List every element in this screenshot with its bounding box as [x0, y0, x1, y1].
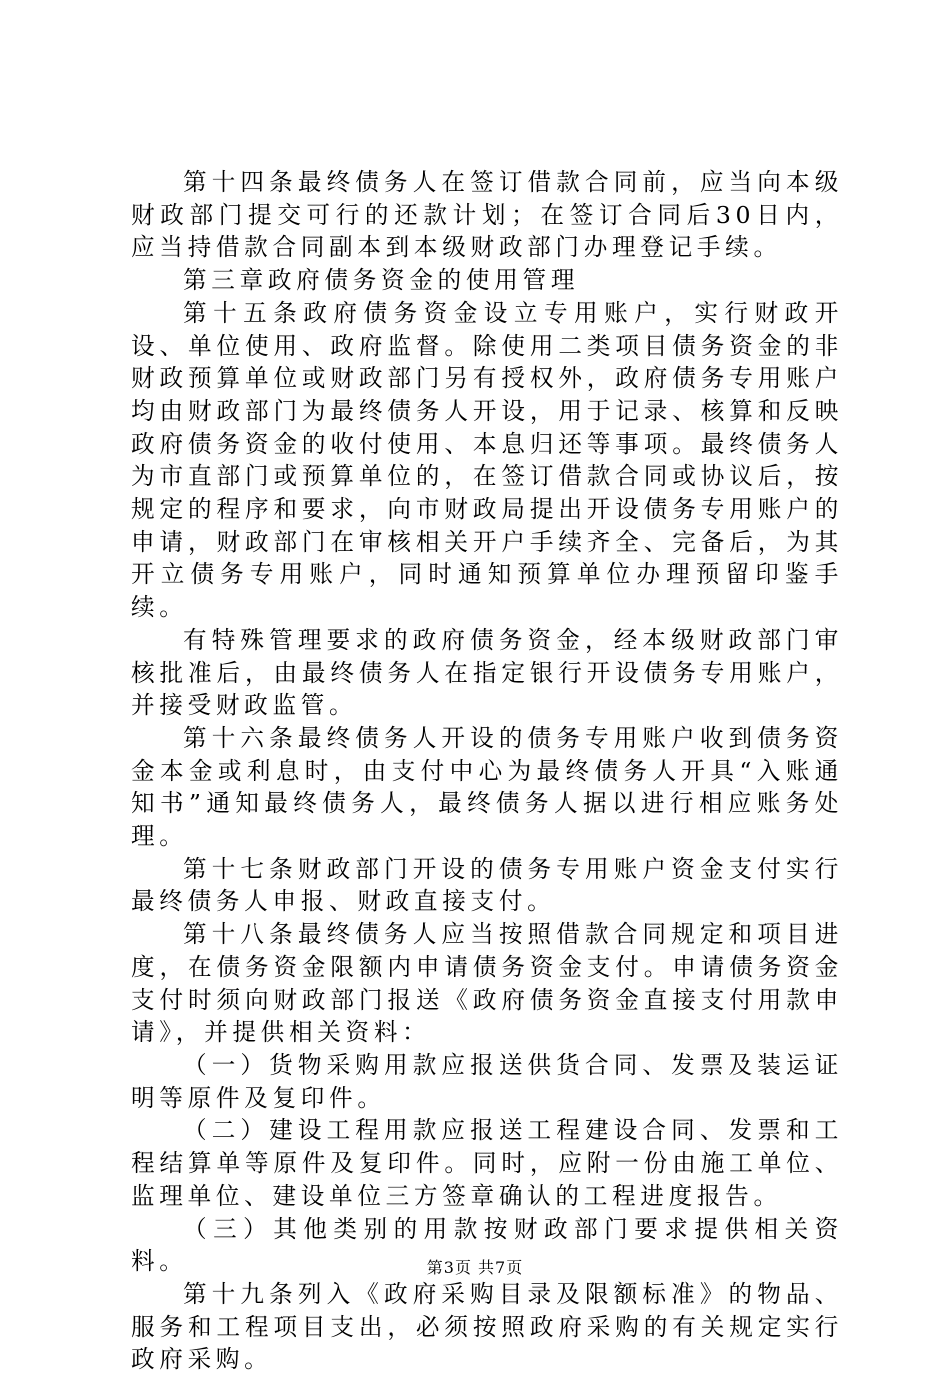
article-18-item-3: （三）其他类别的用款按财政部门要求提供相关资料。 — [131, 1214, 843, 1276]
article-14-paragraph: 第十四条最终债务人在签订借款合同前，应当向本级财政部门提交可行的还款计划；在签订合同后30日内，应当持借款合同副本到本级财政部门办理登记手续。 — [131, 168, 843, 262]
chapter-3-heading: 第三章政府债务资金的使用管理 — [183, 266, 580, 295]
document-body — [131, 166, 843, 1376]
article-15-supplement-paragraph: 有特殊管理要求的政府债务资金，经本级财政部门审核批准后，由最终债务人在指定银行开设债务专用账户，并接受财政监管。 — [131, 625, 843, 720]
page-number-footer: 第3页 共7页 — [426, 1258, 524, 1277]
article-18-item-1: （一）货物采购用款应报送供货合同、发票及装运证明等原件及复印件。 — [131, 1050, 843, 1112]
article-17-paragraph: 第十七条财政部门开设的债务专用账户资金支付实行最终债务人申报、财政直接支付。 — [131, 854, 843, 916]
article-18-paragraph: 第十八条最终债务人应当按照借款合同规定和项目进度，在债务资金限额内申请债务资金支付。申请债务资金支付时须向财政部门报送《政府债务资金直接支付用款申请》，并提供相关资料： — [131, 920, 843, 1047]
article-18-item-2: （二）建设工程用款应报送工程建设合同、发票和工程结算单等原件及复印件。同时，应附一份由施工单位、监理单位、建设单位三方签章确认的工程进度报告。 — [131, 1116, 843, 1210]
article-15-paragraph: 第十五条政府债务资金设立专用账户，实行财政开设、单位使用、政府监督。除使用二类项目债务资金的非财政预算单位或财政部门另有授权外，政府债务专用账户均由财政部门为最终债务人开设，用于记录、核算和反映政府债务资金的收付使用、本息归还等事项。最终债务人为市直部门或预算单位的，在签订借款合同或协议后，按规定的程序和要求，向市财政局提出开设债务专用账户的申请，财政部门在审核相关开户手续齐全、完备后，为其开立债务专用账户，同时通知预算单位办理预留印鉴手续。 — [131, 298, 843, 622]
article-19-paragraph: 第十九条列入《政府采购目录及限额标准》的物品、服务和工程项目支出，必须按照政府采购的有关规定实行政府采购。 — [131, 1279, 843, 1374]
article-16-paragraph: 第十六条最终债务人开设的债务专用账户收到债务资金本金或利息时，由支付中心为最终债务人开具“入账通知书”通知最终债务人，最终债务人据以进行相应账务处理。 — [131, 723, 843, 851]
